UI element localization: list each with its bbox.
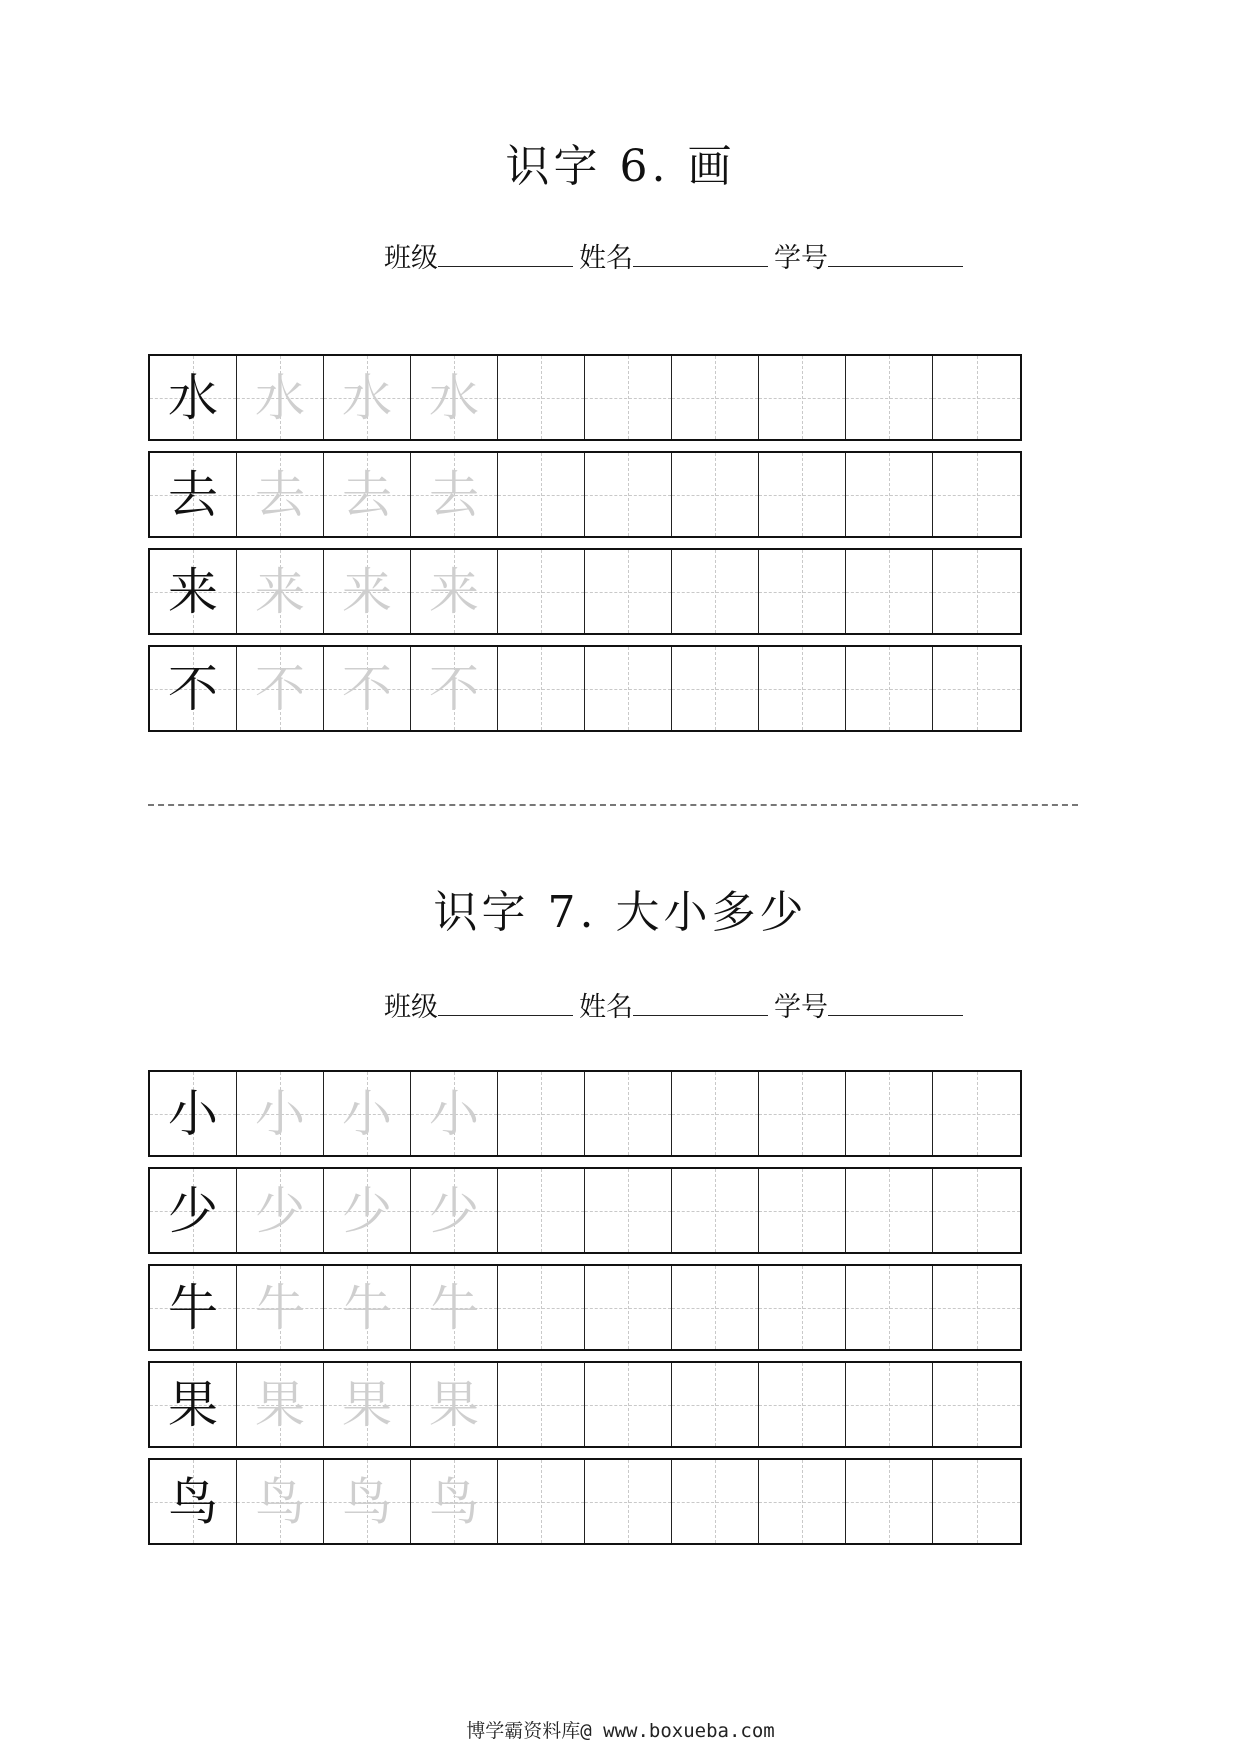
model-cell: 不 (150, 647, 237, 730)
blank-cell[interactable] (759, 1266, 846, 1349)
blank-cell[interactable] (933, 1266, 1020, 1349)
blank-cell[interactable] (585, 453, 672, 536)
id-label: 学号 (774, 992, 828, 1023)
practice-row (148, 1264, 1022, 1351)
trace-cell[interactable]: 果 (324, 1363, 411, 1446)
name-blank[interactable] (633, 240, 768, 267)
trace-cell[interactable]: 果 (237, 1363, 324, 1446)
blank-cell[interactable] (585, 550, 672, 633)
trace-cell[interactable]: 去 (411, 453, 498, 536)
blank-cell[interactable] (672, 1072, 759, 1155)
blank-cell[interactable] (498, 1363, 585, 1446)
trace-cell[interactable]: 来 (324, 550, 411, 633)
blank-cell[interactable] (933, 1460, 1020, 1543)
blank-cell[interactable] (759, 1169, 846, 1252)
blank-cell[interactable] (846, 356, 933, 439)
model-cell: 牛 (150, 1266, 237, 1349)
class-label: 班级 (384, 243, 438, 274)
trace-cell[interactable]: 不 (237, 647, 324, 730)
blank-cell[interactable] (672, 453, 759, 536)
trace-cell[interactable]: 水 (411, 356, 498, 439)
blank-cell[interactable] (498, 647, 585, 730)
blank-cell[interactable] (933, 1072, 1020, 1155)
blank-cell[interactable] (759, 1460, 846, 1543)
trace-cell[interactable]: 去 (324, 453, 411, 536)
section-divider (148, 804, 1078, 806)
footer-source: 博学霸资料库@ www.boxueba.com (466, 1720, 775, 1742)
blank-cell[interactable] (585, 1266, 672, 1349)
blank-cell[interactable] (498, 1460, 585, 1543)
blank-cell[interactable] (759, 1072, 846, 1155)
model-cell: 小 (150, 1072, 237, 1155)
id-label: 学号 (774, 243, 828, 274)
class-blank[interactable] (438, 240, 573, 267)
practice-row (148, 548, 1022, 635)
model-cell: 去 (150, 453, 237, 536)
name-label: 姓名 (579, 992, 633, 1023)
blank-cell[interactable] (498, 1169, 585, 1252)
student-info-line (384, 236, 969, 275)
trace-cell[interactable]: 鸟 (324, 1460, 411, 1543)
trace-cell[interactable]: 牛 (411, 1266, 498, 1349)
practice-row (148, 354, 1022, 441)
id-blank[interactable] (828, 989, 963, 1016)
id-blank[interactable] (828, 240, 963, 267)
blank-cell[interactable] (846, 1266, 933, 1349)
trace-cell[interactable]: 鸟 (237, 1460, 324, 1543)
blank-cell[interactable] (933, 1363, 1020, 1446)
trace-cell[interactable]: 小 (411, 1072, 498, 1155)
trace-cell[interactable]: 鸟 (411, 1460, 498, 1543)
student-info-line (384, 985, 969, 1024)
blank-cell[interactable] (759, 356, 846, 439)
class-label: 班级 (384, 992, 438, 1023)
blank-cell[interactable] (498, 453, 585, 536)
trace-cell[interactable]: 牛 (324, 1266, 411, 1349)
trace-cell[interactable]: 小 (324, 1072, 411, 1155)
blank-cell[interactable] (846, 1460, 933, 1543)
blank-cell[interactable] (498, 1072, 585, 1155)
section-title: 识字 7. 大小多少 (433, 887, 808, 938)
blank-cell[interactable] (585, 647, 672, 730)
trace-cell[interactable]: 来 (411, 550, 498, 633)
blank-cell[interactable] (846, 550, 933, 633)
trace-cell[interactable]: 少 (237, 1169, 324, 1252)
blank-cell[interactable] (846, 1363, 933, 1446)
blank-cell[interactable] (498, 550, 585, 633)
blank-cell[interactable] (672, 1460, 759, 1543)
trace-cell[interactable]: 水 (324, 356, 411, 439)
blank-cell[interactable] (846, 453, 933, 536)
blank-cell[interactable] (933, 550, 1020, 633)
model-cell: 少 (150, 1169, 237, 1252)
blank-cell[interactable] (585, 1460, 672, 1543)
blank-cell[interactable] (933, 453, 1020, 536)
trace-cell[interactable]: 不 (324, 647, 411, 730)
blank-cell[interactable] (672, 356, 759, 439)
blank-cell[interactable] (933, 356, 1020, 439)
blank-cell[interactable] (933, 1169, 1020, 1252)
model-cell: 水 (150, 356, 237, 439)
blank-cell[interactable] (846, 1072, 933, 1155)
practice-row (148, 645, 1022, 732)
model-cell: 鸟 (150, 1460, 237, 1543)
blank-cell[interactable] (846, 647, 933, 730)
trace-cell[interactable]: 果 (411, 1363, 498, 1446)
practice-row (148, 451, 1022, 538)
section-title: 识字 6. 画 (505, 141, 736, 192)
practice-row (148, 1070, 1022, 1157)
blank-cell[interactable] (585, 1363, 672, 1446)
trace-cell[interactable]: 去 (237, 453, 324, 536)
blank-cell[interactable] (585, 1169, 672, 1252)
blank-cell[interactable] (672, 1169, 759, 1252)
blank-cell[interactable] (759, 647, 846, 730)
name-blank[interactable] (633, 989, 768, 1016)
model-cell: 来 (150, 550, 237, 633)
trace-cell[interactable]: 水 (237, 356, 324, 439)
blank-cell[interactable] (498, 1266, 585, 1349)
blank-cell[interactable] (933, 647, 1020, 730)
blank-cell[interactable] (672, 550, 759, 633)
name-label: 姓名 (579, 243, 633, 274)
trace-cell[interactable]: 少 (411, 1169, 498, 1252)
class-blank[interactable] (438, 989, 573, 1016)
blank-cell[interactable] (672, 647, 759, 730)
blank-cell[interactable] (585, 356, 672, 439)
practice-row (148, 1458, 1022, 1545)
blank-cell[interactable] (672, 1363, 759, 1446)
blank-cell[interactable] (759, 453, 846, 536)
blank-cell[interactable] (846, 1169, 933, 1252)
blank-cell[interactable] (759, 550, 846, 633)
model-cell: 果 (150, 1363, 237, 1446)
trace-cell[interactable]: 不 (411, 647, 498, 730)
blank-cell[interactable] (498, 356, 585, 439)
trace-cell[interactable]: 牛 (237, 1266, 324, 1349)
trace-cell[interactable]: 少 (324, 1169, 411, 1252)
blank-cell[interactable] (585, 1072, 672, 1155)
blank-cell[interactable] (759, 1363, 846, 1446)
practice-row (148, 1167, 1022, 1254)
trace-cell[interactable]: 小 (237, 1072, 324, 1155)
blank-cell[interactable] (672, 1266, 759, 1349)
practice-row (148, 1361, 1022, 1448)
trace-cell[interactable]: 来 (237, 550, 324, 633)
